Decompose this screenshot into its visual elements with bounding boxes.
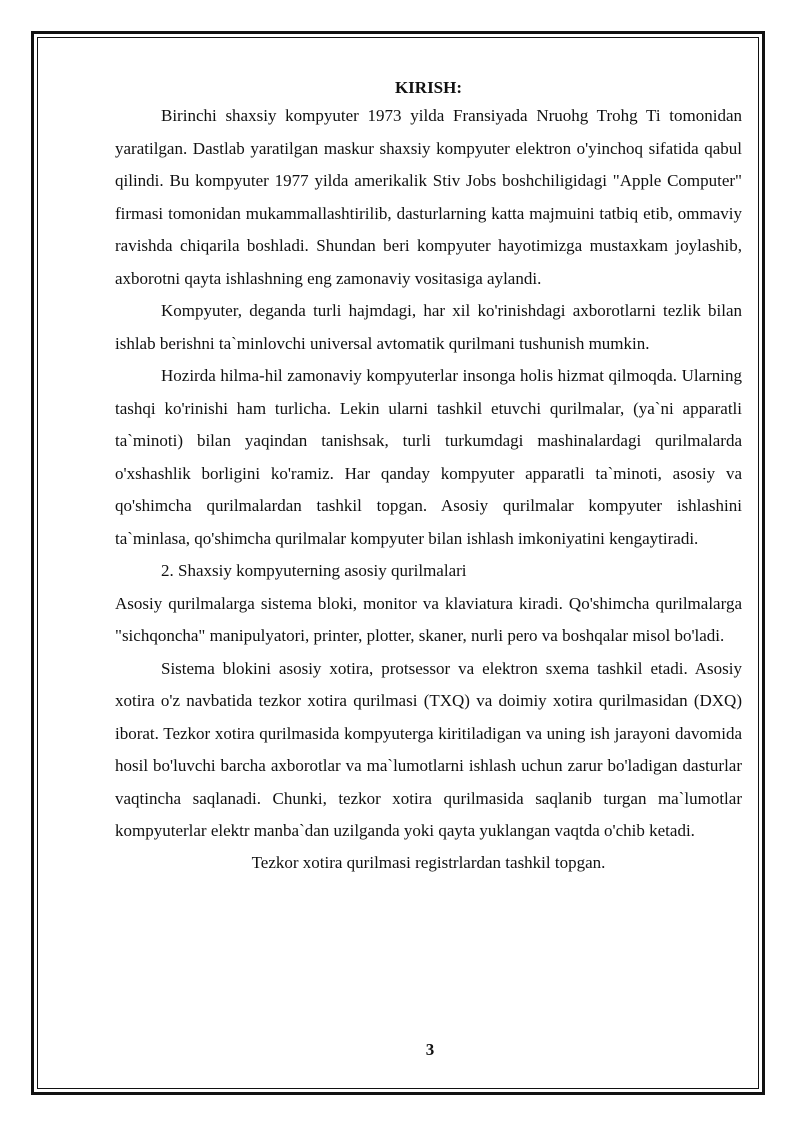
page-number-container [0, 1040, 800, 1060]
paragraph-intro: Birinchi shaxsiy kompyuter 1973 yilda Fransiyada Nruohg Trohg Ti tomonidan yaratilgan. Dastlab yaratilgan maskur shaxsiy kompyuter elektron o'yinchoq sifatida qabul qilindi. Bu kompyuter 1977 yilda amerikalik Stiv Jobs boshchiligidagi "Apple Computer" firmasi tomonidan mukammallashtirilib, dasturlarning katta majmuini tatbiq etib, ommaviy ravishda chiqarila boshladi. Shundan beri kompyuter hayotimizga mustaxkam joylashib, axborotni qayta ishlashning eng zamonaviy vositasiga aylandi. [115, 106, 742, 288]
section-heading: 2. Shaxsiy kompyuterning asosiy qurilmalari [161, 561, 467, 580]
paragraph-definition: Kompyuter, deganda turli hajmdagi, har xil ko'rinishdagi axborotlarni tezlik bilan ishlab berishni ta`minlovchi universal avtomatik qurilmani tushunish mumkin. [115, 301, 742, 353]
paragraph-devices: Asosiy qurilmalarga sistema bloki, monitor va klaviatura kiradi. Qo'shimcha qurilmalarga "sichqoncha" manipulyatori, printer, plotter, skaner, nurli pero va boshqalar misol bo'ladi. [115, 593, 742, 645]
page-number: 3 [425, 1040, 435, 1059]
paragraph-modern-computers: Hozirda hilma-hil zamonaviy kompyuterlar insonga holis hizmat qilmoqda. Ularning tashqi ko'rinishi ham turlicha. Lekin ularni tashkil etuvchi qurilmalar, (ya`ni apparatli ta`minoti) bilan yaqindan tanishsak, turli turkumdagi mashinalardagi qurilmalarda o'xshashlik borligini ko'ramiz. Har qanday kompyuter apparatli ta`minoti, asosiy va qo'shimcha qurilmalardan tashkil topgan. Asosiy qurilmalar kompyuter ishlashini ta`minlasa, qo'shimcha qurilmalar kompyuter bilan ishlash imkoniyatini kengaytiradi. [115, 366, 742, 548]
paragraph-registers: Tezkor xotira qurilmasi registrlardan tashkil topgan. [251, 852, 606, 872]
paragraph-system-block: Sistema blokini asosiy xotira, protsessor va elektron sxema tashkil etadi. Asosiy xotira o'z navbatida tezkor xotira qurilmasi (TXQ) va doimiy xotira qurilmasidan (DXQ) iborat. Tezkor xotira qurilmasida kompyuterga kiritiladigan va uning ish jarayoni davomida hosil bo'luvchi barcha axborotlar va ma`lumotlarni ishlash uchun zarur bo'ladigan dasturlar vaqtincha saqlanadi. Chunki, tezkor xotira qurilmasida saqlanib turgan ma`lumotlar kompyuterlar elektr manba`dan uzilganda yoki qayta yuklangan vaqtda o'chib ketadi. [115, 658, 742, 840]
page-title: KIRISH: [394, 78, 463, 97]
document-body [115, 76, 742, 878]
